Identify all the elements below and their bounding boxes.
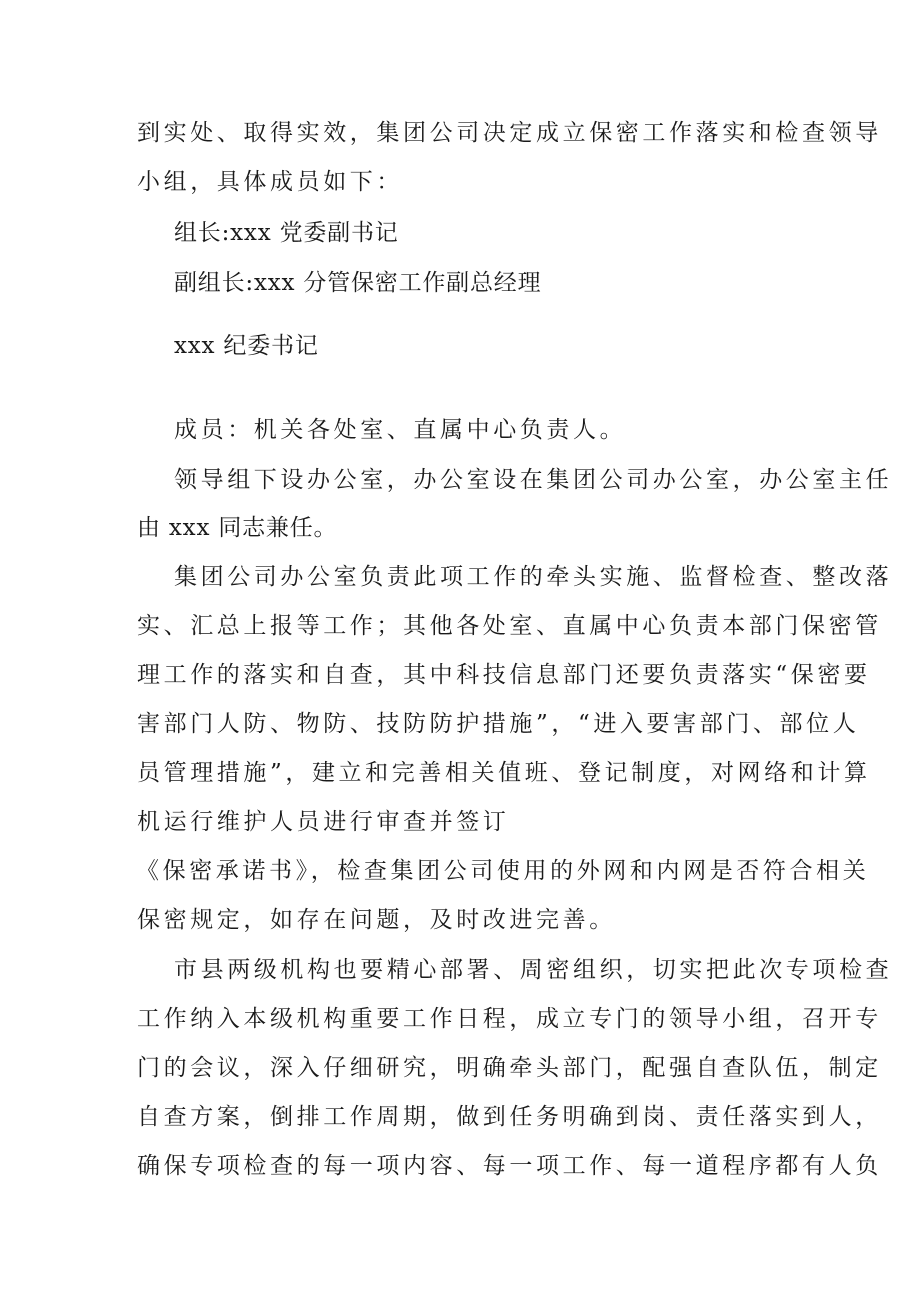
paragraph-line: 确保专项检查的每一项内容、每一项工作、每一道程序都有人负: [137, 1153, 882, 1179]
paragraph-line: 由 xxx 同志兼任。: [137, 515, 338, 541]
paragraph-line: 实、汇总上报等工作；其他各处室、直属中心负责本部门保密管: [137, 613, 882, 639]
paragraph-line: 领导组下设办公室，办公室设在集团公司办公室，办公室主任: [174, 467, 893, 493]
paragraph-line: 集团公司办公室负责此项工作的牵头实施、监督检查、整改落: [174, 564, 893, 590]
paragraph-line: 《保密承诺书》，检查集团公司使用的外网和内网是否符合相关: [136, 858, 870, 884]
paragraph-line: 到实处、取得实效，集团公司决定成立保密工作落实和检查领导: [137, 120, 882, 146]
members-line: 成员：机关各处室、直属中心负责人。: [174, 417, 627, 443]
paragraph-line: 门的会议，深入仔细研究，明确牵头部门，配强自查队伍，制定: [137, 1055, 882, 1081]
paragraph-line: 市县两级机构也要精心部署、周密组织，切实把此次专项检查: [174, 957, 893, 983]
paragraph-line: 保密规定，如存在问题，及时改进完善。: [137, 907, 616, 933]
deputy-leader-line-2: xxx 纪委书记: [174, 333, 319, 359]
deputy-leader-line: 副组长:xxx 分管保密工作副总经理: [174, 270, 542, 296]
paragraph-line: 机运行维护人员进行审查并签订: [137, 809, 510, 835]
paragraph-line: 自查方案，倒排工作周期，做到任务明确到岗、责任落实到人，: [137, 1104, 882, 1130]
paragraph-line: 员管理措施”，建立和完善相关值班、登记制度，对网络和计算: [137, 760, 871, 786]
paragraph-line: 理工作的落实和自查，其中科技信息部门还要负责落实“保密要: [137, 662, 871, 688]
leader-line: 组长:xxx 党委副书记: [174, 220, 399, 246]
paragraph-line: 工作纳入本级机构重要工作日程，成立专门的领导小组，召开专: [137, 1006, 882, 1032]
paragraph-line: 害部门人防、物防、技防防护措施”，“进入要害部门、部位人: [137, 711, 860, 737]
paragraph-line: 小组，具体成员如下：: [137, 169, 403, 195]
